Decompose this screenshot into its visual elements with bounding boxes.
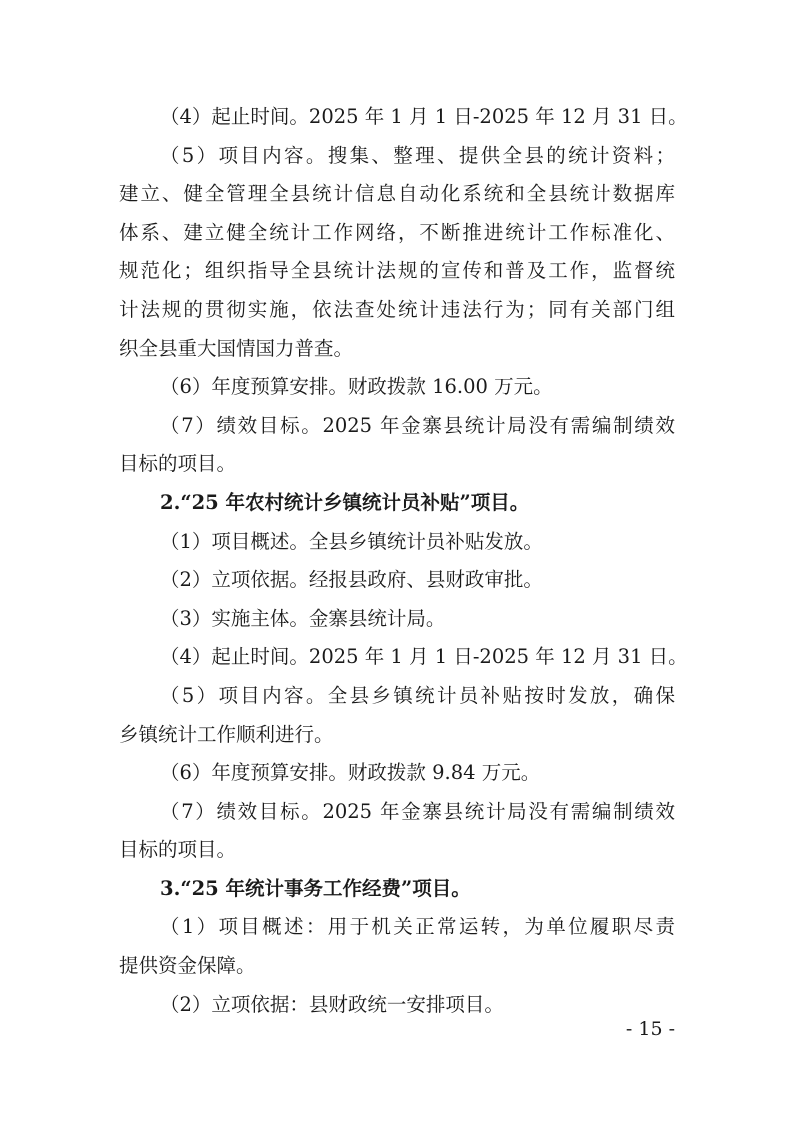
section-heading: 3.“25 年统计事务工作经费”项目。 xyxy=(160,876,471,900)
text-line: 目标的项目。 xyxy=(119,838,237,862)
page-number: - 15 - xyxy=(625,1018,675,1040)
document-body xyxy=(119,98,688,1024)
text-line: （4）起止时间。2025 年 1 月 1 日-2025 年 12 月 31 日。 xyxy=(160,105,688,128)
text-line: （1）项目概述。全县乡镇统计员补贴发放。 xyxy=(160,529,543,553)
text-line: （1）项目概述：用于机关正常运转，为单位履职尽责 xyxy=(160,915,675,939)
text-line: 提供资金保障。 xyxy=(119,954,256,978)
text-line: 体系、建立健全统计工作网络，不断推进统计工作标准化、 xyxy=(119,220,675,244)
text-line: （7）绩效目标。2025 年金寨县统计局没有需编制绩效 xyxy=(160,413,675,437)
text-line: （5）项目内容。搜集、整理、提供全县的统计资料； xyxy=(160,143,675,167)
text-line: （4）起止时间。2025 年 1 月 1 日-2025 年 12 月 31 日。 xyxy=(160,645,688,669)
text-line: 规范化；组织指导全县统计法规的宣传和普及工作，监督统 xyxy=(119,259,675,283)
text-line: 织全县重大国情国力普查。 xyxy=(119,336,354,360)
text-line: （6）年度预算安排。财政拨款 9.84 万元。 xyxy=(160,761,541,785)
text-line: （6）年度预算安排。财政拨款 16.00 万元。 xyxy=(160,375,553,399)
text-line: （3）实施主体。金寨县统计局。 xyxy=(160,606,446,630)
text-line: 计法规的贯彻实施，依法查处统计违法行为；同有关部门组 xyxy=(119,297,675,321)
text-line: 乡镇统计工作顺利进行。 xyxy=(119,722,334,746)
text-line: （7）绩效目标。2025 年金寨县统计局没有需编制绩效 xyxy=(160,799,675,823)
text-line: 目标的项目。 xyxy=(119,452,237,476)
text-line: （5）项目内容。全县乡镇统计员补贴按时发放，确保 xyxy=(160,683,675,707)
text-line: （2）立项依据。经报县政府、县财政审批。 xyxy=(160,568,543,592)
text-line: （2）立项依据：县财政统一安排项目。 xyxy=(160,992,504,1016)
section-heading: 2.“25 年农村统计乡镇统计员补贴”项目。 xyxy=(160,490,530,514)
text-line: 建立、健全管理全县统计信息自动化系统和全县统计数据库 xyxy=(119,182,675,206)
